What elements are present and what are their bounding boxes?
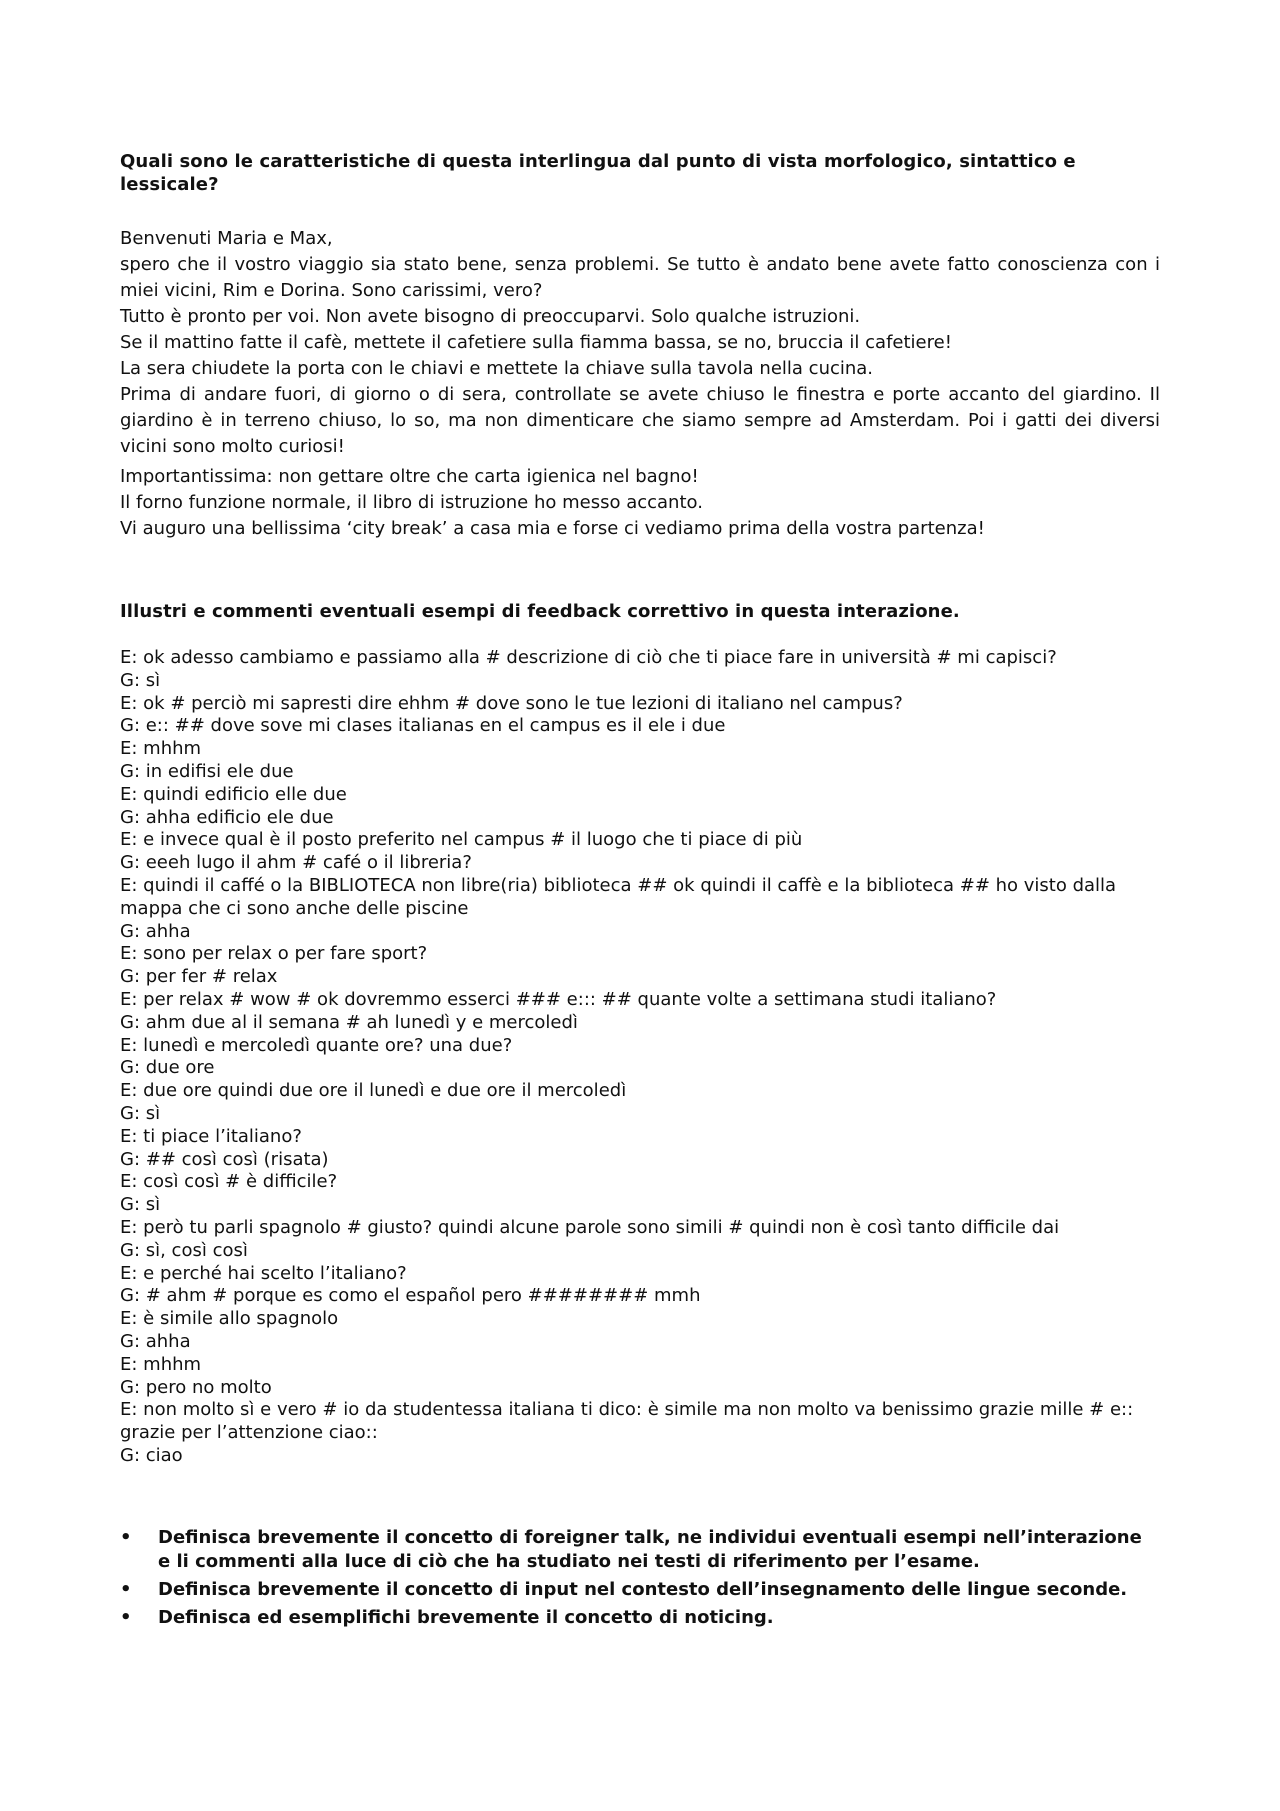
question-2-heading: Illustri e commenti eventuali esempi di feedback correttivo in questa interazione. (120, 601, 960, 622)
question-1-heading: Quali sono le caratteristiche di questa interlingua dal punto di vista morfologico, sintattico e lessicale? (120, 151, 1076, 195)
dialogue-line: G: sì (120, 1102, 161, 1124)
dialogue-line: G: ahha (120, 920, 191, 942)
dialogue-line: E: ok adesso cambiamo e passiamo alla # descrizione di ciò che ti piace fare in università # mi capisci? (120, 647, 1057, 668)
dialogue-line: E: due ore quindi due ore il lunedì e due ore il mercoledì (120, 1080, 627, 1102)
letter-line: Vi auguro una bellissima ‘city break’ a casa mia e forse ci vediamo prima della vostra partenza! (120, 518, 985, 539)
dialogue-line: E: quindi edificio elle due (120, 783, 347, 805)
letter-line: Benvenuti Maria e Max, (120, 228, 333, 249)
letter-line: Prima di andare fuori, di giorno o di sera, controllate se avete chiuso le finestra e porte accanto del giardino. Il giardino è in terreno chiuso, lo so, ma non dimenticare che siamo sempre ad Amsterdam. Poi i gatti dei diversi vicini sono molto curiosi! (120, 384, 1160, 457)
dialogue-line: E: mhhm (120, 738, 202, 760)
dialogue-line: E: lunedì e mercoledì quante ore? una due? (120, 1034, 513, 1056)
letter-line: La sera chiudete la porta con le chiavi e mettete la chiave sulla tavola nella cucina. (120, 358, 874, 379)
bullet-text: Definisca ed esemplifichi brevemente il concetto di noticing. (158, 1606, 774, 1628)
letter-text (120, 226, 1160, 542)
dialogue-line: G: pero no molto (120, 1376, 272, 1398)
dialogue-line: G: ahha edificio ele due (120, 806, 334, 828)
bullet-symbol: • (120, 1578, 132, 1600)
letter-line: spero che il vostro viaggio sia stato bene, senza problemi. Se tutto è andato bene avete fatto conoscienza con i miei vicini, Rim e Dorina. Sono carissimi, vero? (120, 254, 1160, 301)
dialogue-line: E: sono per relax o per fare sport? (120, 943, 428, 965)
dialogue-line: E: per relax # wow # ok dovremmo esserci ### e::: ## quante volte a settimana studi italiano? (120, 988, 997, 1010)
dialogue-line: G: sì, così così (120, 1239, 248, 1261)
letter-line: Se il mattino fatte il cafè, mettete il cafetiere sulla fiamma bassa, se no, bruccia il cafetiere! (120, 332, 952, 353)
bullet-item (120, 1578, 1160, 1602)
dialogue-line: G: eeeh lugo il ahm # café o il libreria? (120, 852, 472, 874)
letter-line: Importantissima: non gettare oltre che carta igienica nel bagno! (120, 466, 699, 487)
dialogue-line: G: sì (120, 1194, 161, 1216)
letter-line: Tutto è pronto per voi. Non avete bisogno di preoccuparvi. Solo qualche istruzioni. (120, 306, 861, 327)
dialogue-line: G: ## così così (risata) (120, 1148, 329, 1170)
dialogue-line: G: per fer # relax (120, 966, 278, 988)
dialogue-line: E: ok # perciò mi sapresti dire ehhm # dove sono le tue lezioni di italiano nel campus? (120, 692, 903, 714)
dialogue-line: G: sì (120, 669, 161, 691)
bullet-item (120, 1606, 1160, 1630)
dialogue-line: E: è simile allo spagnolo (120, 1308, 339, 1330)
dialogue-line: G: ciao (120, 1444, 183, 1466)
dialogue-line: E: e perché hai scelto l’italiano? (120, 1262, 407, 1284)
bullet-symbol: • (120, 1526, 132, 1548)
dialogue-line: E: però tu parli spagnolo # giusto? quindi alcune parole sono simili # quindi non è così tanto difficile dai (120, 1216, 1060, 1238)
dialogue-line: E: mhhm (120, 1353, 202, 1375)
bullet-text: Definisca brevemente il concetto di input nel contesto dell’insegnamento delle lingue seconde. (158, 1578, 1128, 1600)
dialogue-line: G: due ore (120, 1057, 215, 1079)
dialogue-line: E: ti piace l’italiano? (120, 1125, 302, 1147)
dialogue-line: G: # ahm # porque es como el español pero ######## mmh (120, 1285, 701, 1307)
bullet-symbol: • (120, 1606, 132, 1628)
letter-line: Il forno funzione normale, il libro di istruzione ho messo accanto. (120, 492, 703, 513)
document-page (120, 150, 1160, 1634)
dialogue-line: E: quindi il caffé o la BIBLIOTECA non libre(ria) biblioteca ## ok quindi il caffè e la biblioteca ## ho visto dalla mappa che ci sono anche delle piscine (120, 874, 1117, 919)
dialogue-line: G: in edifisi ele due (120, 760, 294, 782)
bullet-text: Definisca brevemente il concetto di foreigner talk, ne individui eventuali esempi nell’interazione e li commenti alla luce di ciò che ha studiato nei testi di riferimento per l’esame. (158, 1526, 1142, 1572)
dialogue-line: E: così così # è difficile? (120, 1171, 338, 1193)
dialogue-line: E: e invece qual è il posto preferito nel campus # il luogo che ti piace di più (120, 829, 803, 851)
dialogue-line: E: non molto sì e vero # io da studentessa italiana ti dico: è simile ma non molto va benissimo grazie mille # e:: grazie per l’attenzione ciao:: (120, 1399, 1134, 1444)
dialogue-line: G: ahha (120, 1330, 191, 1352)
bullet-item (120, 1526, 1160, 1574)
dialogue-line: G: ahm due al il semana # ah lunedì y e mercoledì (120, 1011, 578, 1033)
question-bullet-list (120, 1526, 1160, 1630)
dialogue-transcript (120, 647, 1160, 1468)
dialogue-line: G: e:: ## dove sove mi clases italianas en el campus es il ele i due (120, 715, 726, 737)
